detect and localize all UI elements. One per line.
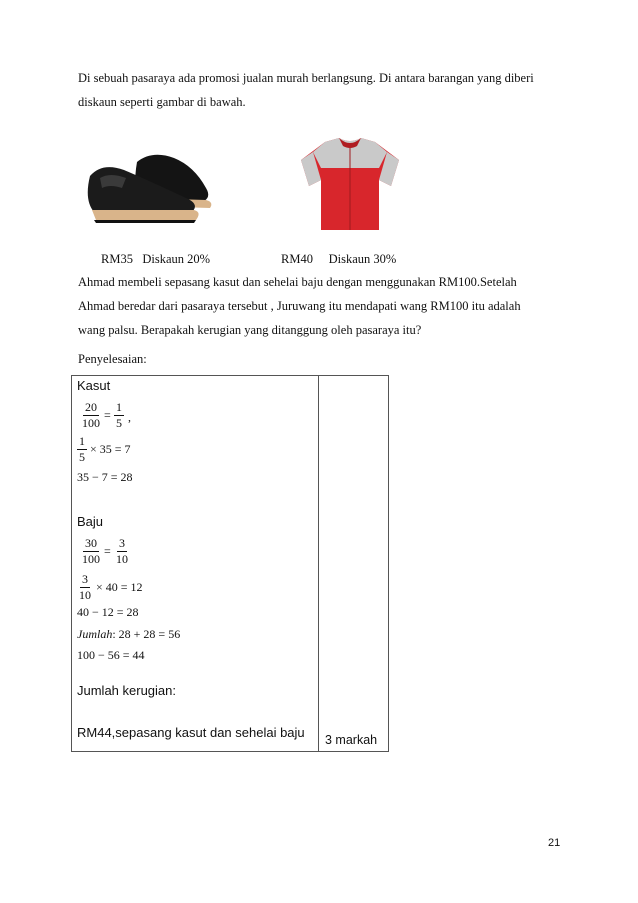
question-paragraph (78, 270, 560, 342)
solution-heading: Penyelesaian: (78, 352, 147, 366)
fraction-denominator: 10 (116, 552, 128, 566)
shirt-price-caption (281, 252, 396, 267)
intro-paragraph (78, 66, 560, 114)
question-line-3: wang palsu. Berapakah kerugian yang ditanggung oleh pasaraya itu? (78, 323, 422, 337)
fraction-numerator: 30 (85, 536, 97, 550)
shoe-price: RM35 (101, 252, 133, 266)
baju-discount-calc: × 40 = 12 (96, 580, 143, 594)
fraction-denominator: 5 (79, 450, 85, 464)
kasut-price-calc: 35 − 7 = 28 (77, 470, 133, 484)
shoe-price-caption (101, 252, 210, 267)
shirt-discount: Diskaun 30% (328, 252, 397, 266)
question-line-1: Ahmad membeli sepasang kasut dan sehelai baju dengan menggunakan RM100.Setelah (78, 275, 517, 289)
fraction-numerator: 1 (116, 400, 122, 414)
shirt-image (295, 134, 405, 234)
fraction-denominator: 100 (82, 552, 100, 566)
fraction-numerator: 20 (85, 400, 97, 414)
equals-sign: = (104, 408, 111, 422)
baju-fraction-3-10 (114, 536, 130, 567)
kasut-label: Kasut (77, 378, 111, 393)
equals-sign: = (104, 544, 111, 558)
jumlah-word: Jumlah (77, 627, 113, 641)
baju-multiplier-fraction (77, 572, 93, 603)
kasut-discount-calc: × 35 = 7 (90, 442, 131, 456)
fraction-denominator: 10 (79, 588, 91, 602)
question-line-2: Ahmad beredar dari pasaraya tersebut , Juruwang itu mendapati wang RM100 itu adalah (78, 299, 521, 313)
kasut-multiplier-fraction (77, 434, 87, 465)
intro-line-2: diskaun seperti gambar di bawah. (78, 95, 246, 109)
fraction-numerator: 1 (79, 434, 85, 448)
loss-label: Jumlah kerugian: (77, 683, 176, 698)
final-answer: RM44,sepasang kasut dan sehelai baju (77, 725, 305, 740)
column-divider (318, 376, 319, 751)
marks-label: 3 markah (325, 733, 378, 747)
kasut-fraction-20-100 (80, 400, 102, 431)
baju-fraction-30-100 (80, 536, 102, 567)
comma: , (128, 410, 131, 424)
page-number: 21 (548, 837, 561, 849)
shoe-discount: Diskaun 20% (142, 252, 211, 266)
intro-line-1: Di sebuah pasaraya ada promosi jualan murah berlangsung. Di antara barangan yang diberi (78, 71, 534, 85)
shoes-image (82, 140, 222, 232)
fraction-numerator: 3 (119, 536, 125, 550)
fraction-denominator: 5 (116, 416, 122, 430)
kasut-fraction-1-5 (114, 400, 124, 431)
fraction-numerator: 3 (82, 572, 88, 586)
solution-table (71, 375, 389, 752)
baju-label: Baju (77, 514, 104, 529)
shirt-price: RM40 (281, 252, 313, 266)
total-calc (77, 627, 180, 642)
change-calc: 100 − 56 = 44 (77, 648, 145, 662)
total-expression: : 28 + 28 = 56 (112, 627, 181, 641)
baju-price-calc: 40 − 12 = 28 (77, 605, 139, 619)
fraction-denominator: 100 (82, 416, 100, 430)
